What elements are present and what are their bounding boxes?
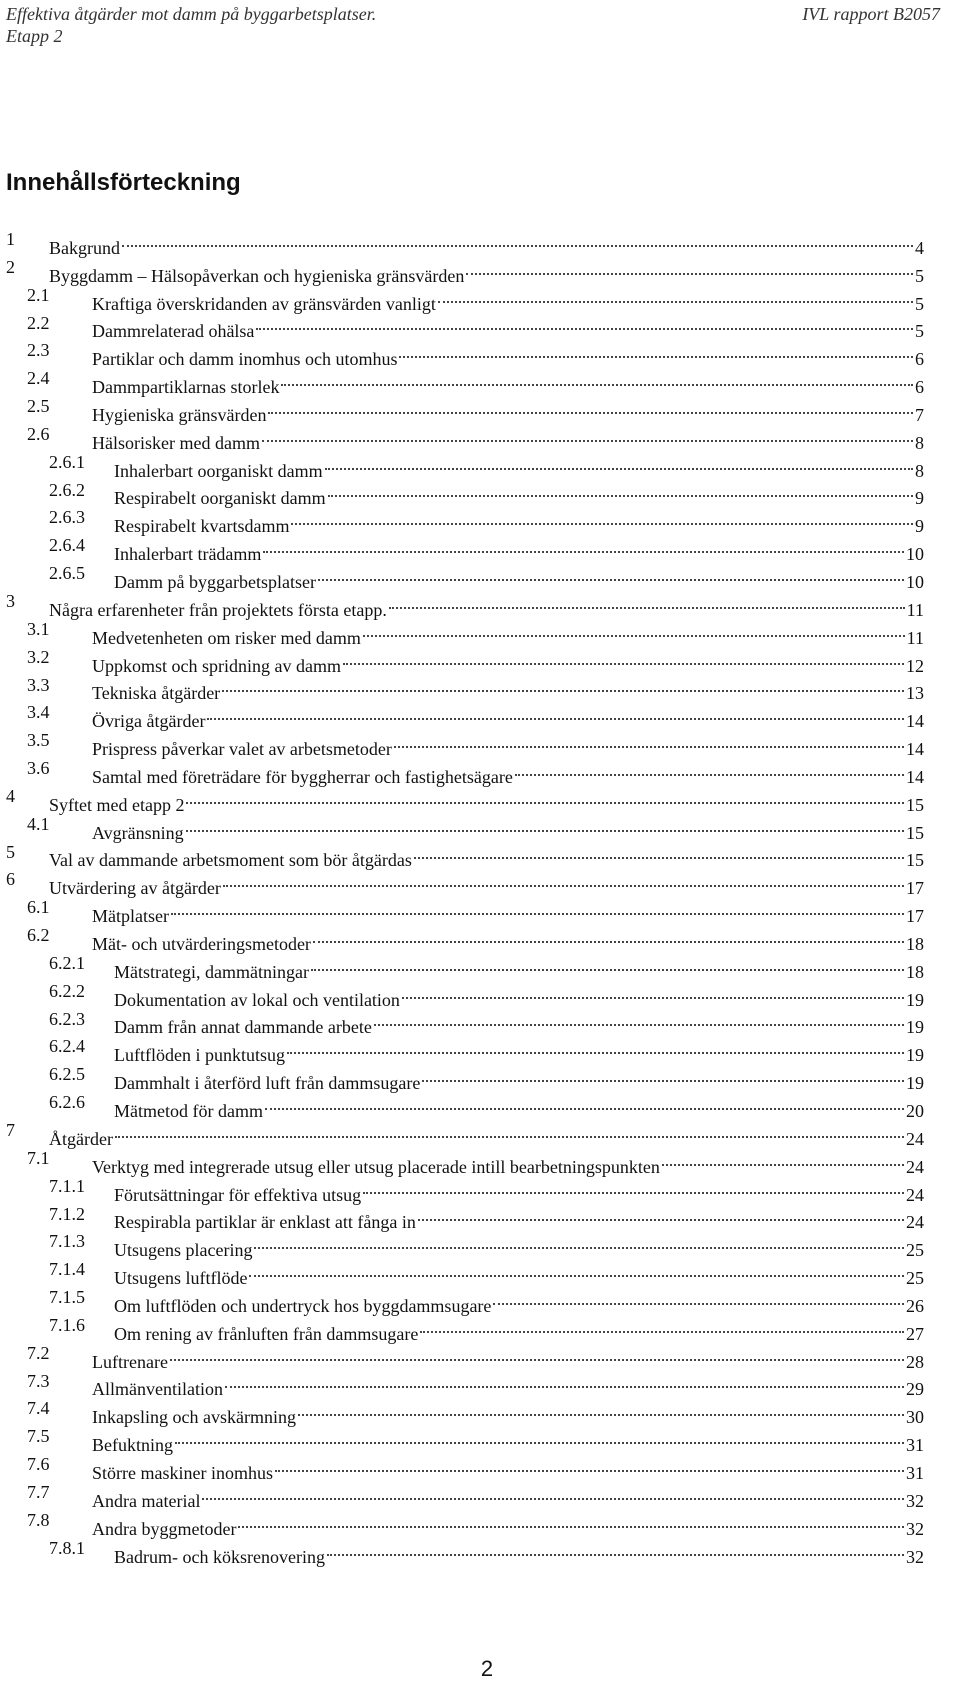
toc-entry-number: 6.2.5 bbox=[49, 1064, 85, 1085]
toc-entry-page: 26 bbox=[906, 1295, 924, 1316]
toc-entry[interactable] bbox=[6, 699, 924, 732]
toc-entry-label: Syftet med etapp 2 bbox=[49, 794, 185, 815]
dot-leader bbox=[115, 1117, 904, 1145]
toc-entry-number: 2.2 bbox=[27, 312, 50, 333]
toc-entry-page: 14 bbox=[906, 766, 924, 787]
toc-entry-label: Prispress påverkar valet av arbetsmetoder bbox=[92, 739, 392, 760]
toc-entry[interactable] bbox=[6, 755, 924, 787]
toc-entry-page: 32 bbox=[906, 1490, 924, 1511]
toc-entry-page: 10 bbox=[906, 544, 924, 565]
toc-entry-label: Mätplatser bbox=[92, 906, 169, 927]
toc-entry[interactable] bbox=[6, 1368, 924, 1400]
dot-leader bbox=[515, 755, 904, 783]
toc-entry-page: 27 bbox=[906, 1323, 924, 1344]
toc-entry-number: 6.2.4 bbox=[49, 1036, 85, 1057]
toc-entry[interactable] bbox=[6, 1228, 924, 1261]
toc-entry-page: 20 bbox=[906, 1101, 924, 1121]
toc-entry-number: 4.1 bbox=[27, 813, 50, 834]
toc-entry-number: 6.2.1 bbox=[49, 952, 85, 973]
toc-entry[interactable] bbox=[6, 727, 924, 760]
toc-entry[interactable] bbox=[6, 1312, 924, 1344]
toc-entry-label: Tekniska åtgärder bbox=[92, 683, 221, 704]
toc-entry-number: 5 bbox=[6, 841, 15, 862]
toc-entry-label: Respirabelt oorganiskt damm bbox=[114, 488, 326, 509]
dot-leader bbox=[466, 254, 913, 282]
toc-entry-number: 7.1.6 bbox=[49, 1314, 85, 1335]
toc-entry[interactable] bbox=[6, 421, 924, 453]
toc-entry[interactable] bbox=[6, 1479, 924, 1511]
toc-entry-number: 7.1.4 bbox=[49, 1259, 85, 1280]
toc-entry-label: Dammpartiklarnas storlek bbox=[92, 377, 280, 398]
toc-entry-page: 7 bbox=[915, 404, 924, 425]
dot-leader bbox=[402, 978, 904, 1006]
dot-leader bbox=[222, 672, 904, 700]
toc-entry-number: 2 bbox=[6, 256, 15, 277]
toc-entry-page: 18 bbox=[906, 933, 924, 954]
toc-entry-page: 24 bbox=[906, 1184, 924, 1205]
toc-entry-number: 6.2.6 bbox=[49, 1092, 85, 1113]
dot-leader bbox=[225, 1368, 904, 1396]
toc-entry-label: Befuktning bbox=[92, 1435, 173, 1456]
dot-leader bbox=[262, 421, 913, 449]
toc-entry-label: Allmänventilation bbox=[92, 1379, 223, 1400]
toc-entry-page: 32 bbox=[906, 1518, 924, 1539]
toc-entry-number: 7.4 bbox=[27, 1398, 50, 1419]
toc-entry-number: 2.1 bbox=[27, 284, 50, 305]
toc-entry[interactable] bbox=[6, 1256, 924, 1289]
toc-entry-label: Samtal med företrädare för byggherrar och fastighetsägare bbox=[92, 766, 513, 787]
toc-entry-number: 4 bbox=[6, 785, 15, 806]
toc-entry[interactable] bbox=[6, 1117, 924, 1149]
toc-entry-label: Kraftiga överskridanden av gränsvärden vanligt bbox=[92, 293, 436, 314]
toc-entry-label: Hälsorisker med damm bbox=[92, 432, 260, 453]
toc-entry[interactable] bbox=[6, 616, 924, 648]
toc-entry-number: 7.8.1 bbox=[49, 1537, 85, 1558]
toc-entry[interactable] bbox=[6, 922, 924, 954]
dot-leader bbox=[414, 839, 904, 867]
toc-entry[interactable] bbox=[6, 560, 924, 592]
dot-leader bbox=[202, 1479, 904, 1507]
toc-entry-label: Badrum- och köksrenovering bbox=[114, 1546, 325, 1567]
toc-entry-label: Uppkomst och spridning av damm bbox=[92, 655, 341, 676]
toc-entry-label: Luftrenare bbox=[92, 1351, 168, 1372]
toc-entry[interactable] bbox=[6, 449, 924, 481]
toc-entry-number: 6.2.2 bbox=[49, 980, 85, 1001]
dot-leader bbox=[325, 449, 913, 477]
toc-entry-number: 2.4 bbox=[27, 368, 50, 389]
dot-leader bbox=[223, 866, 904, 894]
toc-entry-number: 7.1.2 bbox=[49, 1203, 85, 1224]
dot-leader bbox=[170, 1340, 904, 1368]
page-number: 2 bbox=[480, 1656, 494, 1681]
toc-entry[interactable] bbox=[6, 783, 924, 815]
toc-entry-page: 6 bbox=[915, 349, 924, 370]
dot-leader bbox=[122, 226, 913, 254]
toc-entry-number: 6 bbox=[6, 869, 15, 890]
toc-entry-page: 5 bbox=[915, 293, 924, 314]
toc-entry-number: 6.2 bbox=[27, 925, 50, 946]
toc-entry-label: Avgränsning bbox=[92, 822, 184, 843]
dot-leader bbox=[298, 1395, 904, 1423]
toc-entry[interactable] bbox=[6, 254, 924, 286]
toc-entry-label: Åtgärder bbox=[49, 1128, 113, 1149]
toc-entry-number: 7.2 bbox=[27, 1342, 50, 1363]
toc-entry[interactable] bbox=[6, 1145, 924, 1177]
toc-entry[interactable] bbox=[6, 310, 924, 342]
toc-entry-number: 7.1.5 bbox=[49, 1287, 85, 1308]
dot-leader bbox=[420, 1312, 904, 1340]
toc-entry[interactable] bbox=[6, 1340, 924, 1372]
dot-leader bbox=[418, 1201, 904, 1229]
toc-entry-page: 24 bbox=[906, 1212, 924, 1233]
toc-entry-page: 19 bbox=[906, 1017, 924, 1038]
toc-entry-label: Medvetenheten om risker med damm bbox=[92, 627, 361, 648]
toc-entry-label: Mätmetod för damm bbox=[114, 1101, 263, 1121]
toc-entry[interactable] bbox=[6, 672, 924, 704]
toc-entry-page: 25 bbox=[906, 1240, 924, 1261]
dot-leader bbox=[422, 1061, 904, 1089]
toc-entry-page: 4 bbox=[915, 237, 924, 258]
toc-entry[interactable] bbox=[6, 1451, 924, 1483]
toc-entry-label: Inhalerbart trädamm bbox=[114, 544, 262, 565]
toc-entry-page: 9 bbox=[915, 516, 924, 537]
dot-leader bbox=[318, 560, 904, 588]
toc-entry-number: 3.4 bbox=[27, 702, 50, 723]
toc-entry-page: 14 bbox=[906, 711, 924, 732]
toc-entry-label: Mät- och utvärderingsmetoder bbox=[92, 933, 311, 954]
toc-entry[interactable] bbox=[6, 1033, 924, 1066]
toc-entry[interactable] bbox=[6, 866, 924, 899]
toc-entry-label: Större maskiner inomhus bbox=[92, 1462, 273, 1483]
toc-entry-page: 31 bbox=[906, 1462, 924, 1483]
toc-entry-page: 25 bbox=[906, 1268, 924, 1289]
toc-entry-label: Damm från annat dammande arbete bbox=[114, 1017, 372, 1038]
toc-entry-number: 3.2 bbox=[27, 646, 50, 667]
dot-leader bbox=[328, 477, 913, 505]
toc-entry-number: 7.7 bbox=[27, 1481, 50, 1502]
toc-entry[interactable] bbox=[6, 1535, 924, 1567]
dot-leader bbox=[175, 1423, 904, 1451]
document-subtitle: Etapp 2 bbox=[6, 26, 63, 46]
toc-entry-label: Dokumentation av lokal och ventilation bbox=[114, 989, 400, 1010]
dot-leader bbox=[662, 1145, 904, 1173]
toc-entry[interactable] bbox=[6, 811, 924, 843]
toc-entry-number: 3 bbox=[6, 590, 15, 611]
toc-entry[interactable] bbox=[6, 1201, 924, 1233]
toc-entry-number: 7.6 bbox=[27, 1454, 50, 1475]
table-of-contents bbox=[6, 226, 924, 1567]
toc-entry-label: Utsugens luftflöde bbox=[114, 1268, 248, 1289]
toc-entry-page: 19 bbox=[906, 989, 924, 1010]
toc-entry-number: 3.6 bbox=[27, 758, 50, 779]
toc-entry-page: 28 bbox=[906, 1351, 924, 1372]
dot-leader bbox=[254, 1228, 904, 1256]
document-title: Effektiva åtgärder mot damm på byggarbetsplatser. bbox=[6, 4, 377, 24]
toc-entry[interactable] bbox=[6, 477, 924, 509]
dot-leader bbox=[249, 1256, 904, 1284]
toc-entry-label: Om rening av frånluften från dammsugare bbox=[114, 1323, 419, 1344]
toc-entry-page: 10 bbox=[906, 571, 924, 592]
dot-leader bbox=[311, 950, 904, 978]
toc-entry[interactable] bbox=[6, 894, 924, 927]
dot-leader bbox=[186, 783, 904, 811]
toc-entry-page: 17 bbox=[906, 906, 924, 927]
toc-entry-number: 2.5 bbox=[27, 396, 50, 417]
dot-leader bbox=[275, 1451, 904, 1479]
toc-entry-label: Andra byggmetoder bbox=[92, 1518, 237, 1539]
toc-entry-page: 29 bbox=[906, 1379, 924, 1400]
toc-entry-label: Bakgrund bbox=[49, 237, 120, 258]
toc-entry[interactable] bbox=[6, 1395, 924, 1428]
dot-leader bbox=[186, 811, 904, 839]
toc-entry-page: 32 bbox=[906, 1546, 924, 1567]
dot-leader bbox=[438, 282, 913, 310]
toc-entry-page: 8 bbox=[915, 460, 924, 481]
toc-entry-label: Hygieniska gränsvärden bbox=[92, 404, 267, 425]
toc-entry-page: 19 bbox=[906, 1045, 924, 1066]
toc-entry-page: 15 bbox=[906, 794, 924, 815]
toc-entry-number: 2.6.2 bbox=[49, 479, 85, 500]
toc-entry-number: 7.5 bbox=[27, 1426, 50, 1447]
toc-entry-label: Respirabla partiklar är enklast att fånga in bbox=[114, 1212, 416, 1233]
toc-entry-number: 2.6 bbox=[27, 423, 50, 444]
toc-entry-page: 11 bbox=[906, 627, 924, 648]
toc-entry-label: Dammrelaterad ohälsa bbox=[92, 321, 255, 342]
report-id: IVL rapport B2057 bbox=[802, 4, 940, 24]
toc-entry-page: 19 bbox=[906, 1073, 924, 1094]
dot-leader bbox=[207, 699, 904, 727]
dot-leader bbox=[268, 393, 913, 421]
toc-entry-page: 15 bbox=[906, 822, 924, 843]
toc-entry-page: 17 bbox=[906, 878, 924, 899]
toc-entry-page: 5 bbox=[915, 265, 924, 286]
toc-entry[interactable] bbox=[6, 365, 924, 398]
toc-entry[interactable] bbox=[6, 226, 924, 258]
toc-entry-number: 2.3 bbox=[27, 340, 50, 361]
dot-leader bbox=[374, 1006, 904, 1034]
dot-leader bbox=[327, 1535, 904, 1563]
dot-leader bbox=[291, 504, 913, 532]
toc-entry[interactable] bbox=[6, 1284, 924, 1316]
toc-entry-page: 8 bbox=[915, 432, 924, 453]
toc-entry-page: 24 bbox=[906, 1156, 924, 1177]
dot-leader bbox=[281, 365, 913, 393]
toc-entry-page: 15 bbox=[906, 850, 924, 871]
toc-entry-number: 2.6.3 bbox=[49, 507, 85, 528]
toc-entry-label: Förutsättningar för effektiva utsug bbox=[114, 1184, 362, 1205]
toc-entry-label: Några erfarenheter från projektets första etapp. bbox=[49, 599, 387, 620]
toc-entry[interactable] bbox=[6, 644, 924, 676]
toc-entry-number: 7 bbox=[6, 1120, 15, 1140]
toc-entry-label: Val av dammande arbetsmoment som bör åtgärdas bbox=[49, 850, 412, 871]
dot-leader bbox=[399, 337, 913, 365]
toc-entry-label: Respirabelt kvartsdamm bbox=[114, 516, 290, 537]
toc-entry-number: 3.3 bbox=[27, 674, 50, 695]
toc-entry-label: Dammhalt i återförd luft från dammsugare bbox=[114, 1073, 421, 1094]
dot-leader bbox=[343, 644, 904, 672]
dot-leader bbox=[263, 532, 904, 560]
toc-entry-number: 2.6.4 bbox=[49, 535, 85, 556]
toc-entry-label: Utsugens placering bbox=[114, 1240, 253, 1261]
toc-entry-label: Verktyg med integrerade utsug eller utsug placerade intill bearbetningspunkten bbox=[92, 1156, 660, 1177]
toc-entry[interactable] bbox=[6, 1173, 924, 1205]
toc-entry[interactable] bbox=[6, 1006, 924, 1038]
dot-leader bbox=[313, 922, 904, 950]
dot-leader bbox=[238, 1507, 904, 1535]
toc-entry-page: 31 bbox=[906, 1435, 924, 1456]
dot-leader bbox=[363, 1173, 904, 1201]
toc-entry-number: 7.1 bbox=[27, 1147, 50, 1168]
toc-entry[interactable] bbox=[6, 588, 924, 620]
dot-leader bbox=[265, 1089, 904, 1117]
toc-entry-page: 30 bbox=[906, 1407, 924, 1428]
toc-entry-number: 3.1 bbox=[27, 618, 50, 639]
toc-entry-page: 24 bbox=[906, 1128, 924, 1149]
toc-entry-label: Inhalerbart oorganiskt damm bbox=[114, 460, 323, 481]
dot-leader bbox=[171, 894, 904, 922]
toc-entry-number: 6.1 bbox=[27, 897, 50, 918]
toc-entry-label: Övriga åtgärder bbox=[92, 711, 206, 732]
dot-leader bbox=[389, 588, 905, 616]
toc-entry-number: 7.1.1 bbox=[49, 1175, 85, 1196]
toc-entry-label: Byggdamm – Hälsopåverkan och hygieniska gränsvärden bbox=[49, 265, 465, 286]
toc-entry-number: 6.2.3 bbox=[49, 1008, 85, 1029]
toc-entry-page: 9 bbox=[915, 488, 924, 509]
toc-entry-page: 6 bbox=[915, 377, 924, 398]
toc-entry-page: 18 bbox=[906, 961, 924, 982]
toc-entry[interactable] bbox=[6, 950, 924, 982]
toc-entry-number: 3.5 bbox=[27, 730, 50, 751]
dot-leader bbox=[493, 1284, 904, 1312]
dot-leader bbox=[256, 310, 913, 338]
dot-leader bbox=[394, 727, 904, 755]
toc-entry-number: 7.3 bbox=[27, 1370, 50, 1391]
toc-entry-page: 12 bbox=[906, 655, 924, 676]
running-header bbox=[6, 3, 376, 47]
toc-entry-number: 1 bbox=[6, 229, 15, 249]
toc-entry[interactable] bbox=[6, 337, 924, 370]
toc-entry[interactable] bbox=[6, 1061, 924, 1094]
toc-entry-number: 7.1.3 bbox=[49, 1231, 85, 1252]
toc-entry-label: Partiklar och damm inomhus och utomhus bbox=[92, 349, 398, 370]
dot-leader bbox=[287, 1033, 904, 1061]
toc-entry[interactable] bbox=[6, 393, 924, 425]
toc-entry[interactable] bbox=[6, 532, 924, 565]
toc-entry-label: Damm på byggarbetsplatser bbox=[114, 571, 316, 592]
toc-entry[interactable] bbox=[6, 504, 924, 537]
toc-entry-label: Om luftflöden och undertryck hos byggdammsugare bbox=[114, 1295, 492, 1316]
toc-entry[interactable] bbox=[6, 282, 924, 314]
toc-entry-page: 14 bbox=[906, 739, 924, 760]
toc-entry-number: 2.6.5 bbox=[49, 563, 85, 584]
toc-entry-label: Mätstrategi, dammätningar bbox=[114, 961, 309, 982]
toc-entry-number: 7.8 bbox=[27, 1509, 50, 1530]
toc-entry[interactable] bbox=[6, 1507, 924, 1539]
toc-entry-page: 5 bbox=[915, 321, 924, 342]
toc-entry-label: Inkapsling och avskärmning bbox=[92, 1407, 296, 1428]
toc-entry[interactable] bbox=[6, 978, 924, 1010]
toc-entry-page: 11 bbox=[906, 599, 924, 620]
toc-entry-page: 13 bbox=[906, 683, 924, 704]
toc-entry[interactable] bbox=[6, 1423, 924, 1456]
toc-heading: Innehållsförteckning bbox=[6, 169, 241, 196]
toc-entry[interactable] bbox=[6, 839, 924, 871]
toc-entry[interactable] bbox=[6, 1089, 924, 1121]
dot-leader bbox=[363, 616, 905, 644]
toc-entry-label: Andra material bbox=[92, 1490, 201, 1511]
toc-entry-label: Utvärdering av åtgärder bbox=[49, 878, 221, 899]
toc-entry-label: Luftflöden i punktutsug bbox=[114, 1045, 285, 1066]
toc-entry-number: 2.6.1 bbox=[49, 451, 85, 472]
